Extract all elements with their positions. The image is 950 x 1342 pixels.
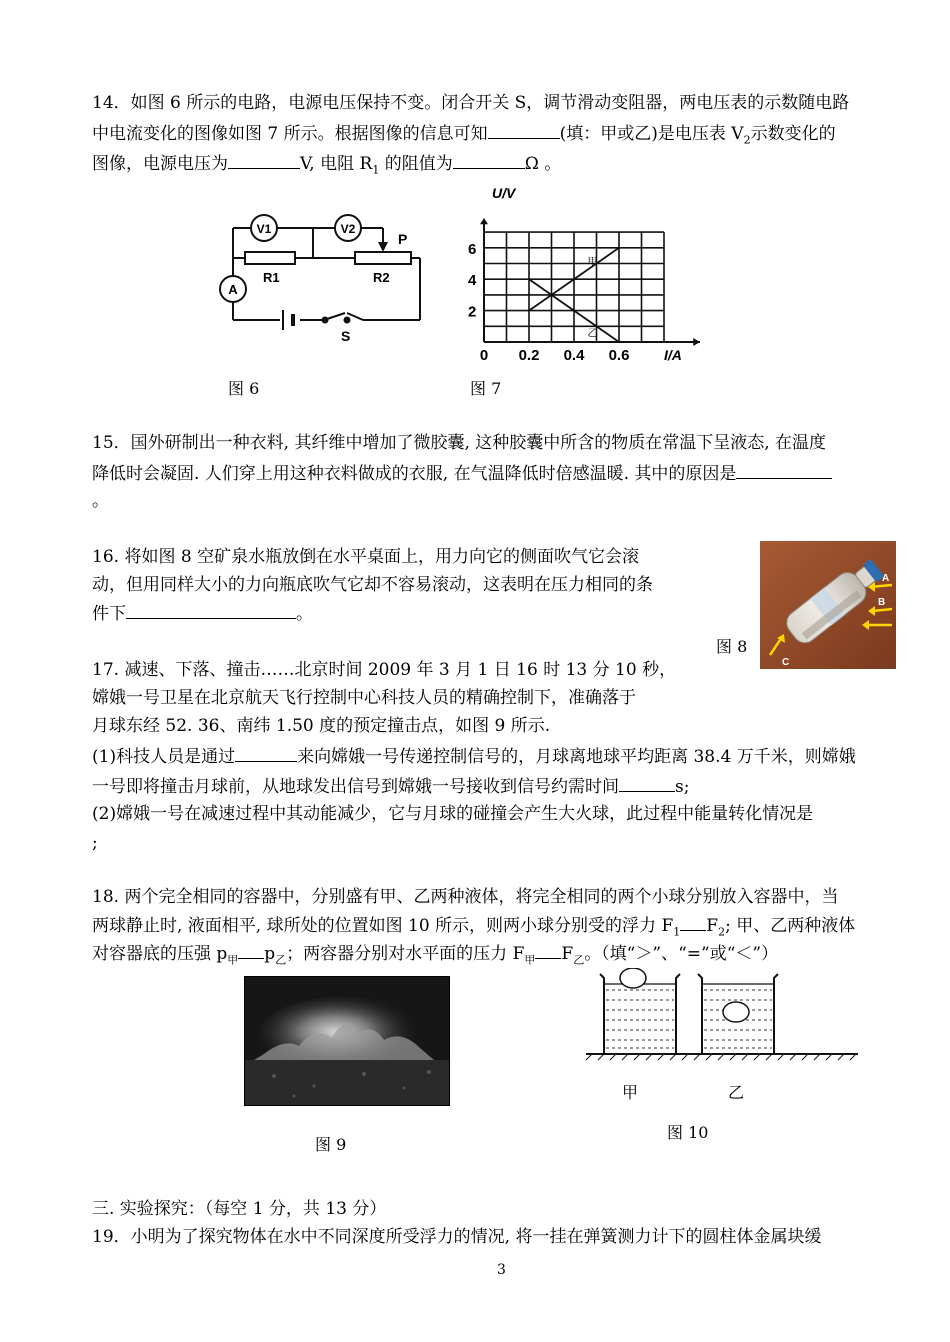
y-tick-label: 4 xyxy=(468,272,477,290)
q16-line-1: 16. 将如图 8 空矿泉水瓶放倒在水平桌面上，用力向它的侧面吹气它会滚 xyxy=(92,547,640,567)
q16-text: 。 xyxy=(296,604,313,624)
q15-line-1: 15．国外研制出一种衣料, 其纤维中增加了微胶囊, 这种胶囊中所含的物质在常温下呈液态, 在温度 xyxy=(92,433,827,453)
q15-line-2 xyxy=(92,462,832,485)
q18-text: 。（填“＞”、“=”或“＜”） xyxy=(584,944,779,964)
x-axis-label: I/A xyxy=(664,347,682,363)
x-tick-label: 0.6 xyxy=(608,347,630,364)
q15-line-3: 。 xyxy=(92,491,109,511)
y-tick-label: 6 xyxy=(468,240,477,258)
q18-blank-2[interactable] xyxy=(238,942,264,959)
q16-text: 件下 xyxy=(92,604,126,624)
q14-blank-2[interactable] xyxy=(228,152,300,169)
v2-label: V2 xyxy=(340,222,356,236)
fig8-label-a: A xyxy=(882,573,890,584)
q17-line-5 xyxy=(92,775,689,798)
q18-subscript: 1 xyxy=(673,925,681,939)
q14-line-2 xyxy=(92,122,836,151)
fig9-caption: 图 9 xyxy=(315,1135,347,1154)
q19-line-1: 19．小明为了探究物体在水中不同深度所受浮力的情况, 将一挂在弹簧测力计下的圆柱体金属块缓 xyxy=(92,1227,822,1247)
q17-line-7: ; xyxy=(92,833,98,853)
q14-blank-1[interactable] xyxy=(488,122,560,139)
y-tick-label: 2 xyxy=(468,303,477,321)
x-axis-arrow-icon xyxy=(693,338,700,346)
q16-blank[interactable] xyxy=(126,602,296,619)
q18-blank-1[interactable] xyxy=(680,914,706,931)
q14-text: 中电流变化的图像如图 7 所示。根据图像的信息可知 xyxy=(92,124,488,144)
fig6-caption: 图 6 xyxy=(228,379,260,398)
slider-arrow-icon xyxy=(378,242,388,252)
r2-label: R2 xyxy=(373,270,390,285)
switch-s-label: S xyxy=(341,328,351,344)
q18-text: ；两容器分别对水平面的压力 F xyxy=(286,944,525,964)
q18-blank-3[interactable] xyxy=(535,942,561,959)
series-label-jia: 甲 xyxy=(587,257,598,269)
q18-text: p xyxy=(264,944,276,964)
q18-line-2 xyxy=(92,914,855,943)
q17-blank-1[interactable] xyxy=(235,745,297,762)
q18-text: 对容器底的压强 p xyxy=(92,944,228,964)
q18-line-1: 18. 两个完全相同的容器中，分别盛有甲、乙两种液体，将完全相同的两个小球分别放入容器中，当 xyxy=(92,887,839,907)
q16-line-3 xyxy=(92,602,313,625)
q17-text: (1)科技人员是通过 xyxy=(92,747,236,767)
fig7-ui-graph xyxy=(462,185,702,365)
q14-text: 的阻值为 xyxy=(379,154,453,174)
q14-text: Ω 。 xyxy=(524,154,562,174)
fig7-caption: 图 7 xyxy=(470,379,502,398)
q14-line-3 xyxy=(92,152,561,181)
q17-line-3: 月球东经 52. 36、南纬 1.50 度的预定撞击点，如图 9 所示. xyxy=(92,716,551,736)
y-axis-label: U/V xyxy=(492,185,516,201)
fig10-containers-diagram xyxy=(582,968,862,1068)
q18-subscript: 乙 xyxy=(573,953,585,967)
fig10-label-jia: 甲 xyxy=(622,1083,639,1102)
x-tick-label: 0.2 xyxy=(518,347,540,364)
q14-text: 示数变化的 xyxy=(750,124,836,144)
fig8-caption: 图 8 xyxy=(716,637,748,656)
fig8-label-b: B xyxy=(878,597,886,608)
q14-text: (填：甲或乙)是电压表 V xyxy=(559,124,744,144)
fig9-impact-photo xyxy=(244,976,450,1106)
x-tick-label: 0.4 xyxy=(563,347,585,364)
q17-line-6: (2)嫦娥一号在减速过程中其动能减少，它与月球的碰撞会产生大火球，此过程中能量转化情况是 xyxy=(92,804,814,824)
q14-subscript: 2 xyxy=(743,133,751,147)
slider-p-label: P xyxy=(398,231,408,247)
q14-line-1: 14．如图 6 所示的电路，电源电压保持不变。闭合开关 S，调节滑动变阻器，两电压表的示数随电路 xyxy=(92,93,850,113)
q18-text: 两球静止时, 液面相平, 球所处的位置如图 10 所示，则两小球分别受的浮力 F xyxy=(92,916,674,936)
q15-text: 降低时会凝固. 人们穿上用这种衣料做成的衣服, 在气温降低时倍感温暖. 其中的原因是 xyxy=(92,464,737,484)
v1-label: V1 xyxy=(256,222,272,236)
q18-text: ; 甲、乙两种液体 xyxy=(725,916,856,936)
q18-subscript: 甲 xyxy=(227,953,239,967)
q14-text: 图像，电源电压为 xyxy=(92,154,228,174)
q18-text: F xyxy=(706,916,719,936)
r1-label: R1 xyxy=(263,270,280,285)
q17-text: 来向嫦娥一号传递控制信号的，月球离地球平均距离 38.4 万千米，则嫦娥 xyxy=(297,747,856,767)
q14-text: V, 电阻 R xyxy=(300,154,373,174)
q18-text: F xyxy=(561,944,574,964)
q18-subscript: 2 xyxy=(718,925,726,939)
fig10-label-yi: 乙 xyxy=(728,1083,745,1102)
y-axis-arrow-icon xyxy=(480,218,488,224)
series-label-yi: 乙 xyxy=(587,328,598,340)
fig8-bottle-photo xyxy=(760,541,896,669)
ammeter-label: A xyxy=(228,282,238,297)
page-number: 3 xyxy=(497,1262,506,1278)
fig8-label-c: C xyxy=(782,657,790,668)
q14-blank-3[interactable] xyxy=(453,152,525,169)
ball-yi xyxy=(723,1002,749,1022)
fig10-caption: 图 10 xyxy=(667,1123,709,1142)
ball-jia xyxy=(620,968,646,988)
q17-text: s; xyxy=(675,777,690,797)
fig6-circuit-diagram xyxy=(205,198,435,348)
q14-subscript: 1 xyxy=(372,163,380,177)
q17-line-4 xyxy=(92,745,856,768)
q18-subscript: 乙 xyxy=(275,953,287,967)
q18-subscript: 甲 xyxy=(524,953,536,967)
q18-line-3 xyxy=(92,942,778,971)
q17-line-2: 嫦娥一号卫星在北京航天飞行控制中心科技人员的精确控制下，准确落于 xyxy=(92,688,636,708)
q16-line-2: 动，但用同样大小的力向瓶底吹气它却不容易滚动，这表明在压力相同的条 xyxy=(92,575,653,595)
q17-text: 一号即将撞击月球前，从地球发出信号到嫦娥一号接收到信号约需时间 xyxy=(92,777,619,797)
x-tick-label: 0 xyxy=(479,347,489,364)
q17-line-1: 17. 减速、下落、撞击……北京时间 2009 年 3 月 1 日 16 时 13 分 10 秒， xyxy=(92,660,677,680)
section3-heading: 三. 实验探究：（每空 1 分，共 13 分） xyxy=(92,1199,387,1219)
q17-blank-2[interactable] xyxy=(619,775,675,792)
q15-blank[interactable] xyxy=(736,462,832,479)
